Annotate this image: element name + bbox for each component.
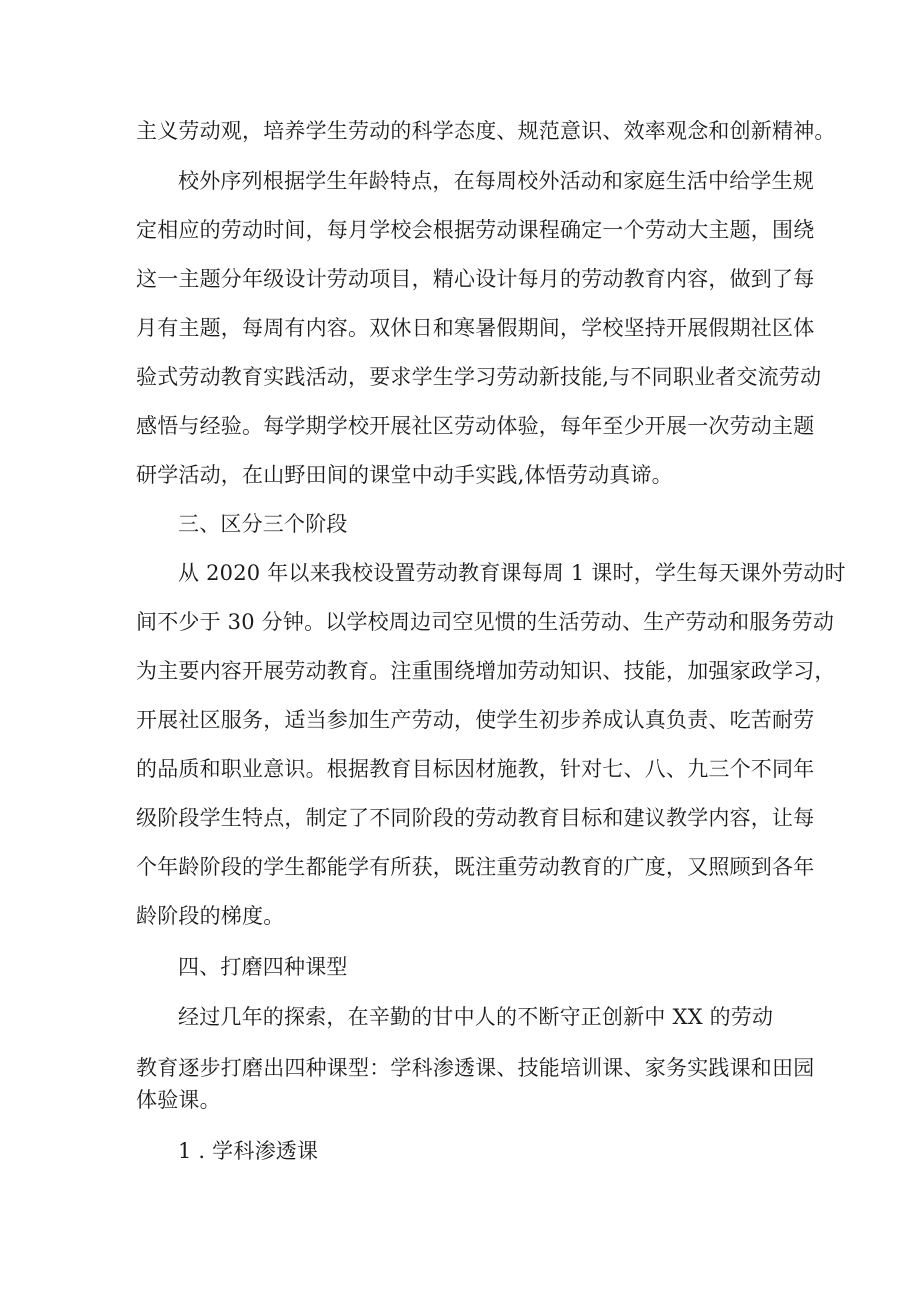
paragraph-line: 校外序列根据学生年龄特点，在每周校外活动和家庭生活中给学生规 — [178, 169, 814, 193]
paragraph-line: 研学活动，在山野田间的课堂中动手实践,体悟劳动真谛。 — [136, 463, 673, 487]
paragraph-line: 从 2020 年以来我校设置劳动教育课每周 1 课时，学生每天课外劳动时 — [178, 561, 846, 585]
paragraph-line: 体验课。 — [136, 1088, 221, 1112]
paragraph-line: 这一主题分年级设计劳动项目，精心设计每月的劳动教育内容，做到了每 — [136, 267, 815, 291]
paragraph-line: 月有主题，每周有内容。双休日和寒暑假期间，学校坚持开展假期社区体 — [136, 316, 815, 340]
section-heading: 三、区分三个阶段 — [178, 512, 348, 536]
section-heading: 四、打磨四种课型 — [178, 955, 348, 979]
paragraph-line: 验式劳动教育实践活动，要求学生学习劳动新技能,与不同职业者交流劳动 — [136, 365, 822, 389]
subsection-heading: 1 . 学科渗透课 — [178, 1139, 319, 1163]
paragraph-line: 个年龄阶段的学生都能学有所获，既注重劳动教育的广度，又照顾到各年 — [136, 855, 815, 879]
paragraph-line: 教育逐步打磨出四种课型：学科渗透课、技能培训课、家务实践课和田园 — [136, 1056, 815, 1080]
paragraph-line: 开展社区服务，适当参加生产劳动，使学生初步养成认真负责、吃苦耐劳 — [136, 708, 815, 732]
paragraph-line: 经过几年的探索，在辛勤的甘中人的不断守正创新中 XX 的劳动 — [178, 1005, 774, 1029]
paragraph-line: 间不少于 30 分钟。以学校周边司空见惯的生活劳动、生产劳动和服务劳动 — [136, 610, 835, 634]
paragraph-line: 感悟与经验。每学期学校开展社区劳动体验，每年至少开展一次劳动主题 — [136, 414, 815, 438]
paragraph-line: 主义劳动观，培养学生劳动的科学态度、规范意识、效率观念和创新精神。 — [136, 119, 836, 143]
paragraph-line: 定相应的劳动时间，每月学校会根据劳动课程确定一个劳动大主题，围绕 — [136, 218, 815, 242]
paragraph-line: 的品质和职业意识。根据教育目标因材施教，针对七、八、九三个不同年 — [136, 757, 815, 781]
paragraph-line: 级阶段学生特点，制定了不同阶段的劳动教育目标和建议教学内容，让每 — [136, 806, 815, 830]
paragraph-line: 为主要内容开展劳动教育。注重围绕增加劳动知识、技能，加强家政学习， — [136, 659, 836, 683]
paragraph-line: 龄阶段的梯度。 — [136, 904, 285, 928]
